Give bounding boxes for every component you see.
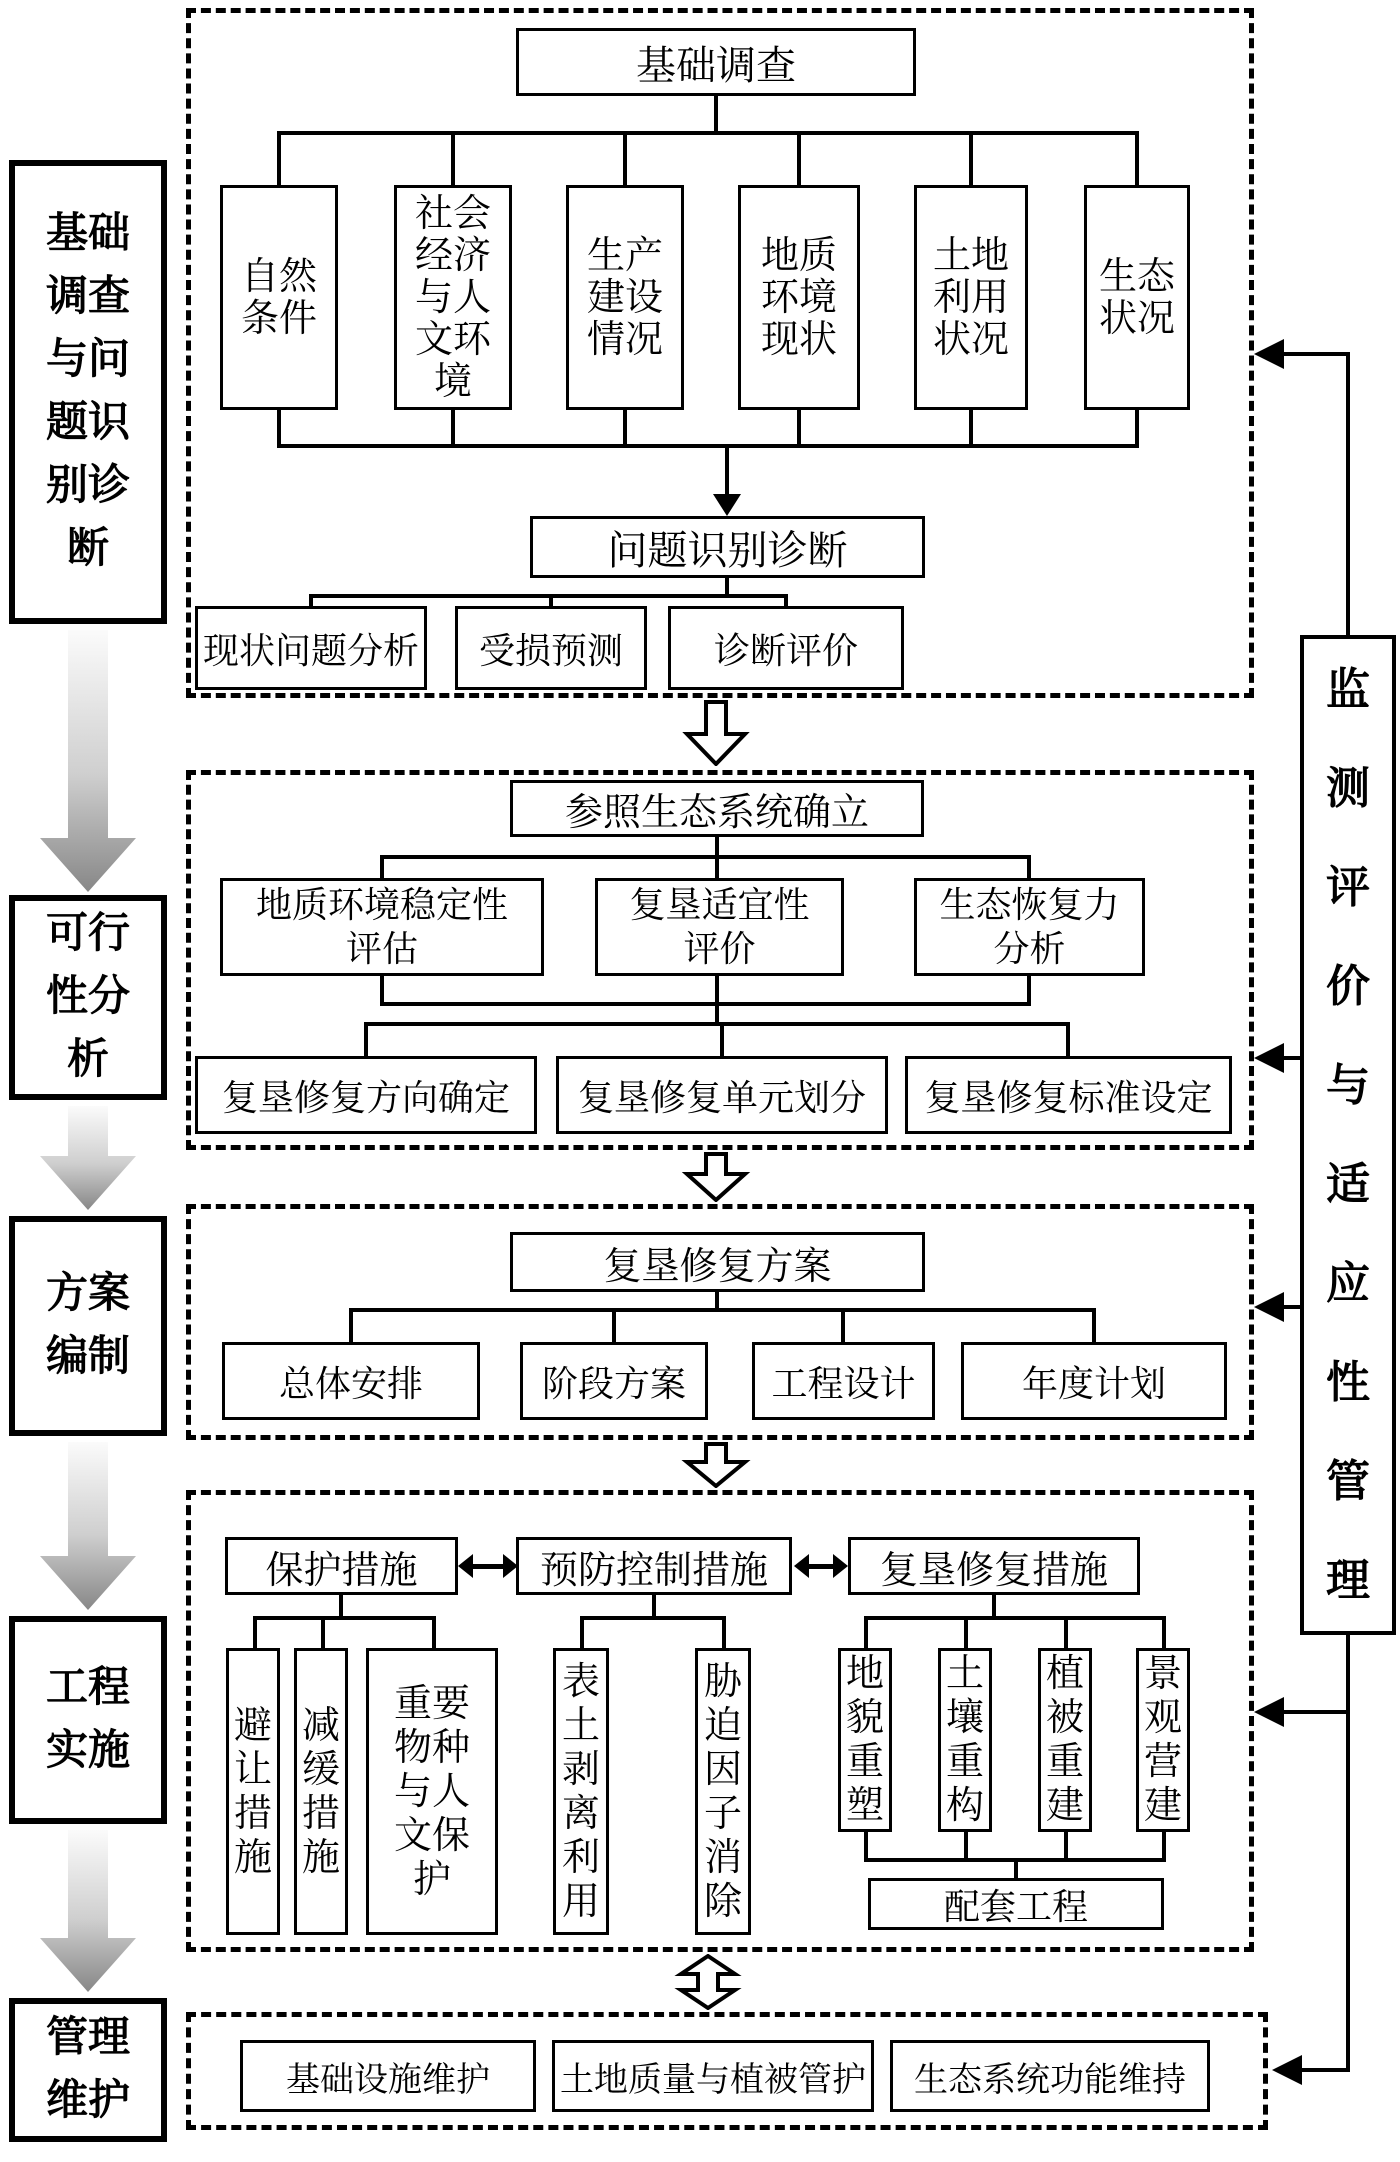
- double-arrow-line: [470, 1564, 504, 1569]
- measure-species-cultural-protection: 重要物种与人文保护: [366, 1648, 498, 1935]
- measures-prevention-title: 预防控制措施: [516, 1537, 792, 1595]
- stage-project-implementation: 工程实施: [9, 1616, 167, 1824]
- left-arrowhead-icon: [794, 1554, 809, 1578]
- connector-line: [992, 1595, 996, 1616]
- connector-line: [969, 131, 973, 185]
- connector-line: [1162, 1616, 1166, 1648]
- connector-line: [451, 131, 455, 185]
- connector-line: [253, 1616, 436, 1620]
- connector-line: [364, 1022, 368, 1056]
- connector-line: [1135, 131, 1139, 185]
- supporting-engineering: 配套工程: [868, 1878, 1164, 1930]
- connector-line: [864, 1616, 1166, 1620]
- connector-line: [623, 410, 627, 444]
- left-arrowhead-icon: [1254, 1043, 1284, 1073]
- connector-line: [784, 594, 788, 606]
- connector-line: [715, 855, 719, 878]
- connector-line: [715, 1292, 719, 1308]
- measure-soil-reconstruction: 土壤重构: [938, 1648, 992, 1832]
- connector-line: [797, 131, 801, 185]
- plan-item-phased-plan: 阶段方案: [520, 1342, 708, 1420]
- connector-line: [277, 444, 1139, 448]
- monitor-feedback-line: [1302, 2068, 1348, 2072]
- stage-plan-compilation: 方案编制: [9, 1216, 167, 1436]
- measure-stress-factor-elimination: 胁迫因子消除: [695, 1648, 751, 1935]
- measure-vegetation-rebuilding: 植被重建: [1038, 1648, 1092, 1832]
- connector-line: [1064, 1832, 1068, 1858]
- down-arrowhead-icon: [713, 494, 741, 516]
- connector-line: [349, 1308, 1096, 1312]
- plan-item-overall-arrangement: 总体安排: [222, 1342, 480, 1420]
- stage-management-maintenance: 管理维护: [9, 1998, 167, 2142]
- connector-line: [380, 1002, 1031, 1006]
- connector-line: [380, 976, 384, 1002]
- connector-line: [1135, 410, 1139, 444]
- left-arrowhead-icon: [458, 1554, 473, 1578]
- hollow-double-arrow-icon: [673, 1954, 743, 2010]
- connector-line: [451, 410, 455, 444]
- connector-line: [720, 1022, 724, 1056]
- connector-line: [864, 1832, 868, 1858]
- connector-line: [339, 1595, 343, 1616]
- maintenance-ecosystem-function: 生态系统功能维持: [890, 2040, 1210, 2112]
- connector-line: [277, 410, 281, 444]
- left-arrowhead-icon: [1272, 2055, 1302, 2085]
- left-arrowhead-icon: [1254, 1292, 1284, 1322]
- survey-item-land-use: 土地利用状况: [914, 185, 1028, 410]
- plan-item-engineering-design: 工程设计: [752, 1342, 935, 1420]
- measure-landscape-construction: 景观营建: [1136, 1648, 1190, 1832]
- survey-item-socioeconomic: 社会经济与人文环境: [394, 185, 512, 410]
- connector-line: [380, 855, 1031, 859]
- measure-mitigation: 减缓措施: [294, 1648, 348, 1935]
- connector-line: [432, 1616, 436, 1648]
- basic-survey-title: 基础调查: [516, 28, 916, 96]
- connector-line: [364, 1022, 1070, 1026]
- diagnosis-item-current-problem: 现状问题分析: [195, 606, 427, 690]
- reference-ecosystem-title: 参照生态系统确立: [510, 780, 924, 837]
- connector-line: [1027, 855, 1031, 878]
- restoration-plan-title: 复垦修复方案: [510, 1232, 925, 1292]
- stage-flow-arrow-icon: [40, 630, 136, 892]
- connector-line: [349, 1308, 353, 1342]
- hollow-down-arrow-icon: [681, 700, 751, 766]
- left-arrowhead-icon: [1254, 1697, 1284, 1727]
- connector-line: [1027, 976, 1031, 1002]
- monitor-feedback-line: [1284, 1710, 1348, 1714]
- connector-line: [964, 1832, 968, 1858]
- connector-line: [715, 837, 719, 855]
- connector-line: [253, 1616, 257, 1648]
- stage-feasibility-analysis: 可行性分析: [9, 895, 167, 1100]
- connector-line: [714, 96, 718, 131]
- monitor-feedback-line: [1346, 352, 1350, 635]
- assessment-reclamation-suitability: 复垦适宜性评价: [595, 878, 844, 976]
- measure-avoidance: 避让措施: [226, 1648, 280, 1935]
- maintenance-land-quality-vegetation: 土地质量与植被管护: [552, 2040, 874, 2112]
- connector-line: [1066, 1022, 1070, 1056]
- diagnosis-item-evaluation: 诊断评价: [668, 606, 904, 690]
- problem-diagnosis-title: 问题识别诊断: [530, 516, 925, 578]
- survey-item-ecological: 生态状况: [1084, 185, 1190, 410]
- right-arrowhead-icon: [833, 1554, 848, 1578]
- connector-line: [580, 1616, 726, 1620]
- connector-line: [725, 444, 729, 496]
- monitor-feedback-line: [1346, 1635, 1350, 2072]
- diagnosis-item-damage-prediction: 受损预测: [455, 606, 647, 690]
- survey-item-geological: 地质环境现状: [738, 185, 860, 410]
- connector-line: [321, 1616, 325, 1648]
- monitor-feedback-line: [1284, 352, 1350, 356]
- stage-flow-arrow-icon: [40, 1442, 136, 1610]
- connector-line: [725, 578, 729, 594]
- connector-line: [277, 131, 1139, 135]
- connector-line: [964, 1616, 968, 1648]
- monitor-evaluation-adaptive-management: 监测评价与适应性管理: [1300, 635, 1396, 1635]
- connector-line: [722, 1616, 726, 1648]
- connector-line: [309, 594, 313, 606]
- connector-line: [864, 1616, 868, 1648]
- connector-line: [715, 976, 719, 1002]
- maintenance-infrastructure: 基础设施维护: [240, 2040, 536, 2112]
- connector-line: [277, 131, 281, 185]
- connector-line: [612, 1308, 616, 1342]
- hollow-down-arrow-icon: [681, 1442, 751, 1488]
- hollow-down-arrow-icon: [681, 1152, 751, 1202]
- connector-line: [1064, 1616, 1068, 1648]
- connector-line: [797, 410, 801, 444]
- connector-line: [580, 1616, 584, 1648]
- connector-line: [1162, 1832, 1166, 1858]
- monitor-feedback-line: [1284, 1305, 1300, 1309]
- connector-line: [1014, 1858, 1018, 1878]
- assessment-ecological-resilience: 生态恢复力分析: [914, 878, 1145, 976]
- connector-line: [969, 410, 973, 444]
- left-arrowhead-icon: [1254, 339, 1284, 369]
- connector-line: [841, 1308, 845, 1342]
- measure-landform-reshaping: 地貌重塑: [838, 1648, 892, 1832]
- stage-flow-arrow-icon: [40, 1106, 136, 1210]
- connector-line: [380, 855, 384, 878]
- connector-line: [623, 131, 627, 185]
- connector-line: [1092, 1308, 1096, 1342]
- output-restoration-direction: 复垦修复方向确定: [195, 1056, 537, 1134]
- monitor-feedback-line: [1284, 1056, 1300, 1060]
- double-arrow-line: [806, 1564, 834, 1569]
- plan-item-annual-plan: 年度计划: [961, 1342, 1227, 1420]
- connector-line: [652, 1595, 656, 1616]
- measures-restoration-title: 复垦修复措施: [848, 1537, 1140, 1595]
- measures-protection-title: 保护措施: [225, 1537, 458, 1595]
- connector-line: [715, 1002, 719, 1022]
- assessment-geological-stability: 地质环境稳定性评估: [220, 878, 544, 976]
- output-restoration-standards: 复垦修复标准设定: [905, 1056, 1232, 1134]
- connector-line: [549, 594, 553, 606]
- output-restoration-units: 复垦修复单元划分: [556, 1056, 888, 1134]
- survey-item-natural-conditions: 自然条件: [220, 185, 338, 410]
- stage-flow-arrow-icon: [40, 1830, 136, 1992]
- stage-basic-survey-diagnosis: 基础调查与问题识别诊断: [9, 160, 167, 624]
- measure-topsoil-stripping: 表土剥离利用: [553, 1648, 609, 1935]
- survey-item-production: 生产建设情况: [566, 185, 684, 410]
- right-arrowhead-icon: [503, 1554, 518, 1578]
